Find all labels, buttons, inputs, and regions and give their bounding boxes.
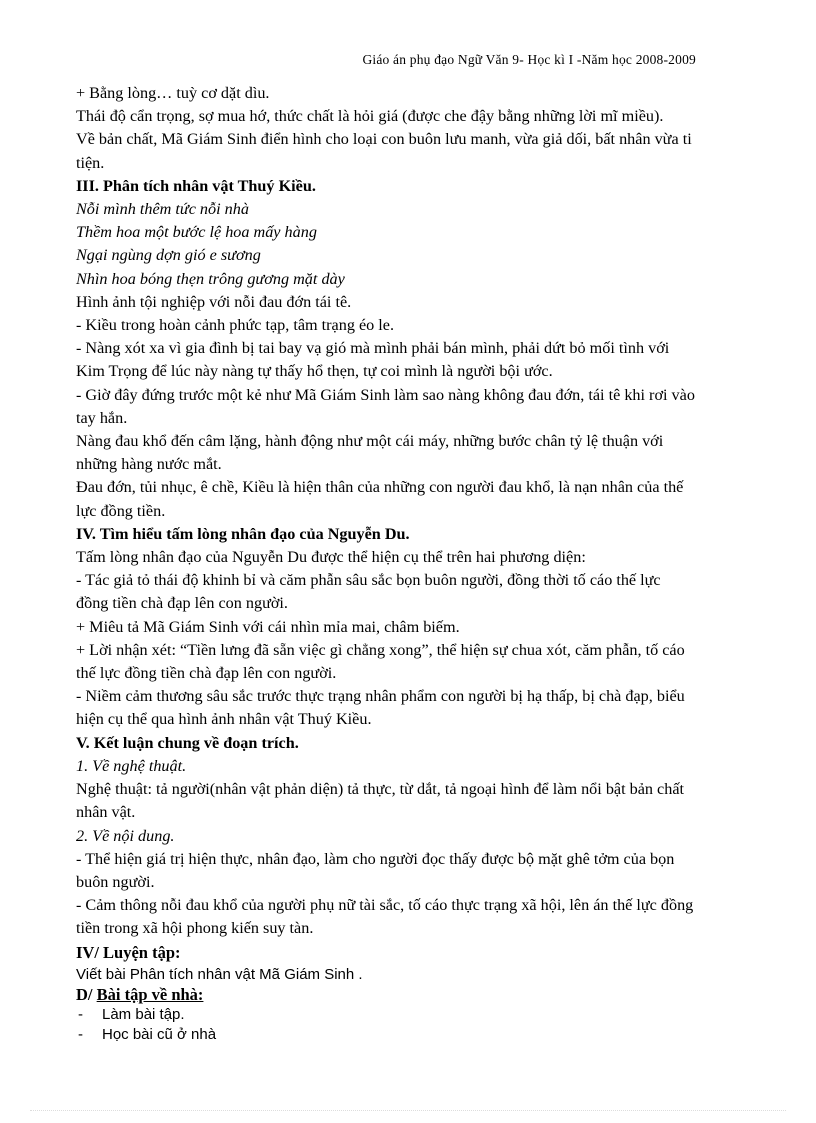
exercise-title: IV/ Luyện tập: [76,942,181,962]
list-item: - Làm bài tập. [78,1005,185,1023]
paragraph: Đau đớn, tủi nhục, ê chề, Kiều là hiện thân của những con người đau khổ, là nạn nhân của thế lực đồng tiền. [76,478,684,520]
paragraph: - Niềm cảm thương sâu sắc trước thực trạng nhân phẩm con người bị hạ thấp, bị chà đạp, biểu hiện cụ thể qua hình ảnh nhân vật Thuý Kiều. [76,687,685,729]
paragraph: + Bằng lòng… tuỳ cơ dặt dìu. [76,84,270,102]
homework-title [76,985,696,1005]
paragraph: Nàng đau khổ đến câm lặng, hành động như một cái máy, những bước chân tỷ lệ thuận với những hàng nước mắt. [76,432,664,474]
homework-prefix: D/ [76,984,97,1004]
paragraph: + Lời nhận xét: “Tiền lưng đã sẵn việc gì chẳng xong”, thể hiện sự chua xót, căm phẫn, tố cáo thế lực đồng tiền chà đạp lên con người. [76,640,685,683]
document-body [76,82,696,1045]
homework-list [76,1005,696,1045]
paragraph: - Kiều trong hoàn cảnh phức tạp, tâm trạng éo le. [76,316,395,335]
paragraph: Thái độ cẩn trọng, sợ mua hớ, thức chất là hỏi giá (được che đậy bằng những lời mĩ miều). [76,107,664,126]
list-item: - Học bài cũ ở nhà [78,1025,217,1043]
page-footer-divider [30,1110,786,1111]
paragraph: - Giờ đây đứng trước một kẻ như Mã Giám Sinh làm sao nàng không đau đớn, tái tê khi rơi vào tay hắn. [76,385,695,427]
paragraph: Tấm lòng nhân đạo của Nguyễn Du được thể hiện cụ thể trên hai phương diện: [76,548,586,567]
section-3-title: III. Phân tích nhân vật Thuý Kiều. [76,176,316,195]
exercise-line: Viết bài Phân tích nhân vật Mã Giám Sinh . [76,965,363,983]
poem-line: Ngại ngùng dợn gió e sương [76,246,261,265]
paragraph: - Cảm thông nỗi đau khổ của người phụ nữ tài sắc, tố cáo thực trạng xã hội, lên án thế lực đồng tiền trong xã hội phong kiến suy tàn. [76,896,694,938]
paragraph: - Thể hiện giá trị hiện thực, nhân đạo, làm cho người đọc thấy được bộ mặt ghê tởm của bọn buôn người. [76,849,675,891]
paragraph: - Nàng xót xa vì gia đình bị tai bay vạ gió mà mình phải bán mình, phải dứt bỏ mối tình với Kim Trọng để lúc này nàng tự thấy hổ thẹn, tự coi mình là người bội ước. [76,339,670,381]
section-4-title: IV. Tìm hiểu tấm lòng nhân đạo của Nguyễn Du. [76,524,410,543]
page-header: Giáo án phụ đạo Ngữ Văn 9- Học kì I -Năm học 2008-2009 [362,52,696,67]
poem-line: Thềm hoa một bước lệ hoa mấy hàng [76,223,317,242]
subsection-title: 2. Về nội dung. [76,826,175,845]
homework-label: Bài tập về nhà: [96,984,204,1004]
paragraph: Về bản chất, Mã Giám Sinh điển hình cho loại con buôn lưu manh, vừa giả dối, bất nhân vừa ti tiện. [76,130,692,172]
paragraph: - Tác giả tỏ thái độ khinh bỉ và căm phẫn sâu sắc bọn buôn người, đồng thời tố cáo thế lực đồng tiền chà đạp lên con người. [76,571,661,613]
poem-line: Nỗi mình thêm tức nỗi nhà [76,200,249,219]
subsection-title: 1. Về nghệ thuật. [76,756,187,775]
section-5-title: V. Kết luận chung về đoạn trích. [76,733,299,752]
paragraph: + Miêu tả Mã Giám Sinh với cái nhìn mỉa mai, châm biếm. [76,617,460,636]
paragraph: Hình ảnh tội nghiệp với nỗi đau đớn tái tê. [76,292,352,311]
paragraph: Nghệ thuật: tả người(nhân vật phản diện) tả thực, từ dắt, tả ngoại hình để làm nổi bật bản chất nhân vật. [76,780,685,822]
poem-line: Nhìn hoa bóng thẹn trông gương mặt dày [76,269,345,288]
